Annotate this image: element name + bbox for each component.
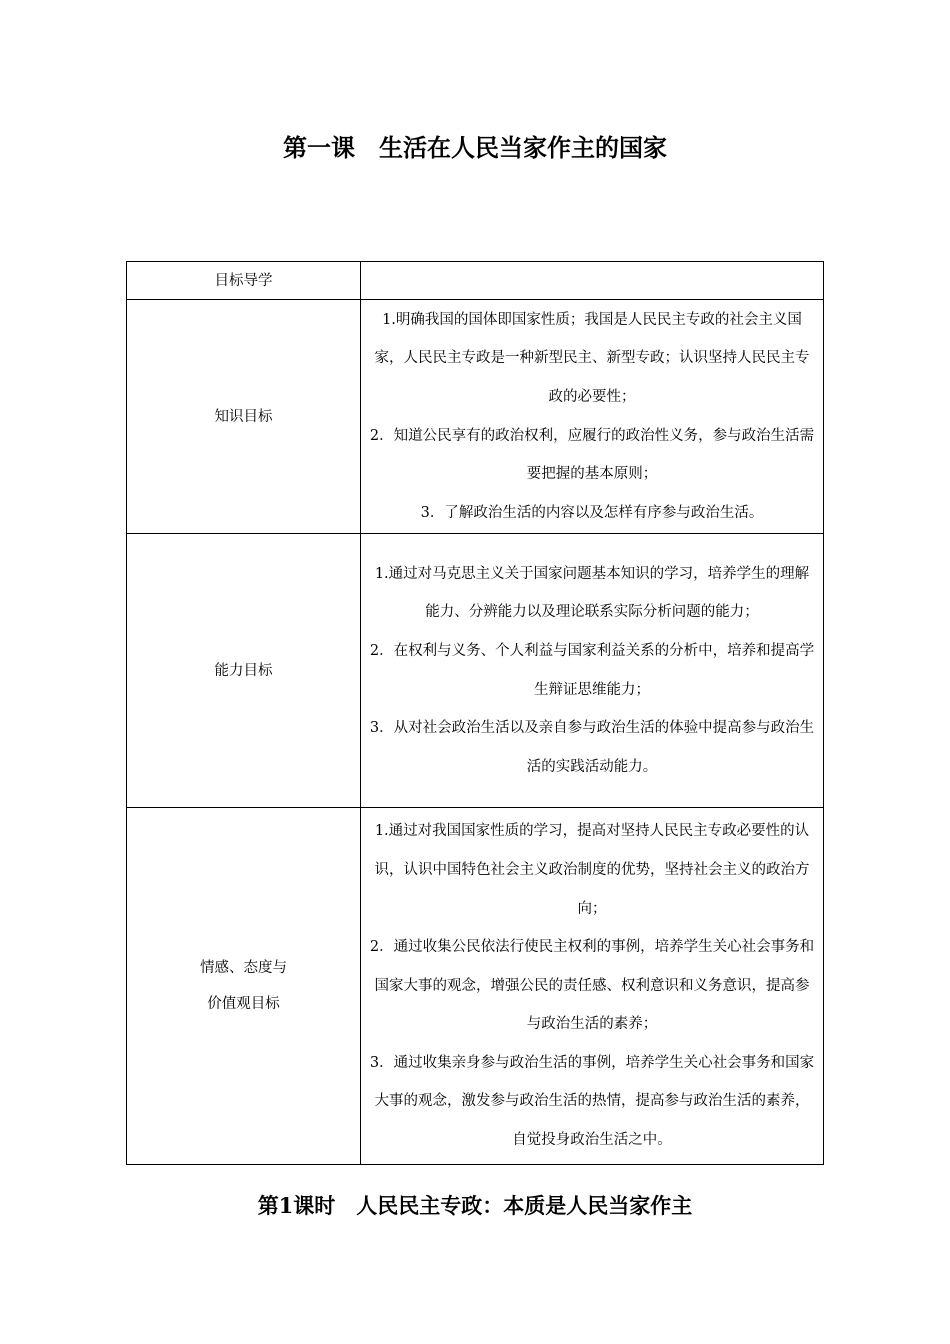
row-content bbox=[361, 534, 824, 808]
content-paragraph: 3．了解政治生活的内容以及怎样有序参与政治生活。 bbox=[420, 504, 764, 521]
content-paragraph: 1.通过对我国国家性质的学习，提高对坚持人民民主专政必要性的认识，认识中国特色社会主义政治制度的优势，坚持社会主义的政治方向； bbox=[374, 823, 810, 917]
row-label-line: 情感、态度与 bbox=[200, 960, 287, 976]
lesson-subtitle: 第1课时 人民民主专政：本质是人民当家作主 bbox=[257, 1193, 693, 1218]
header-empty-cell bbox=[361, 262, 824, 300]
content-paragraph: 2．在权利与义务、个人利益与国家利益关系的分析中，培养和提高学生辩证思维能力； bbox=[369, 642, 815, 698]
table-row bbox=[127, 300, 824, 534]
table-row bbox=[127, 534, 824, 808]
row-content bbox=[361, 300, 824, 534]
content-paragraph: 3．从对社会政治生活以及亲自参与政治生活的体验中提高参与政治生活的实践活动能力。 bbox=[369, 720, 815, 775]
content-paragraph: 1.通过对马克思主义关于国家问题基本知识的学习，培养学生的理解能力、分辨能力以及理论联系实际分析问题的能力； bbox=[374, 565, 810, 621]
row-label bbox=[127, 534, 361, 808]
row-label-line: 能力目标 bbox=[214, 662, 273, 679]
objectives-table bbox=[126, 261, 824, 1165]
row-content-text bbox=[369, 301, 815, 533]
header-label: 目标导学 bbox=[127, 262, 361, 300]
table-header-row bbox=[127, 262, 824, 300]
row-label-line: 知识目标 bbox=[214, 408, 273, 425]
table-row bbox=[127, 808, 824, 1165]
content-paragraph: 1.明确我国的国体即国家性质；我国是人民民主专政的社会主义国家，人民民主专政是一种新型民主、新型专政；认识坚持人民民主专政的必要性； bbox=[374, 311, 810, 405]
page-title: 第一课 生活在人民当家作主的国家 bbox=[283, 133, 667, 162]
content-paragraph: 2．通过收集公民依法行使民主权利的事例，培养学生关心社会事务和国家大事的观念，增强公民的责任感、权利意识和义务意识，提高参与政治生活的素养； bbox=[369, 939, 815, 1033]
row-label-line: 价值观目标 bbox=[207, 996, 280, 1012]
row-content bbox=[361, 808, 824, 1165]
content-paragraph: 3．通过收集亲身参与政治生活的事例，培养学生关心社会事务和国家大事的观念，激发参与政治生活的热情，提高参与政治生活的素养，自觉投身政治生活之中。 bbox=[369, 1054, 815, 1149]
content-paragraph: 2．知道公民享有的政治权利，应履行的政治性义务，参与政治生活需要把握的基本原则； bbox=[369, 427, 815, 483]
row-content-text bbox=[369, 555, 815, 787]
row-label bbox=[127, 300, 361, 534]
row-label bbox=[127, 808, 361, 1165]
row-content-text bbox=[369, 812, 815, 1159]
